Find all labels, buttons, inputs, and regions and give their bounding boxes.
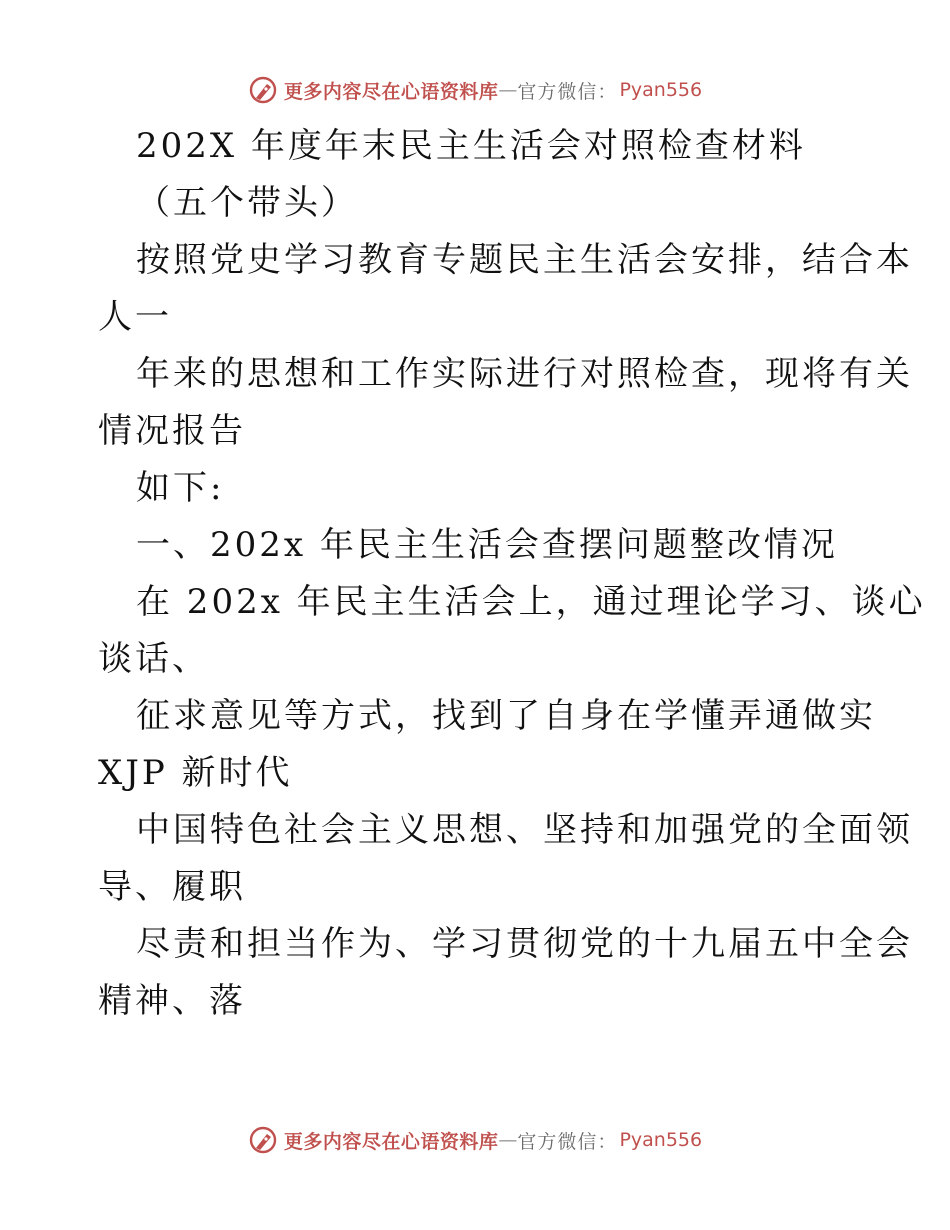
section-heading: 一、202x 年民主生活会查摆问题整改情况 xyxy=(136,525,838,565)
doc-line: 精神、落 xyxy=(98,981,246,1021)
watermark-wechat-label: 官方微信： xyxy=(517,1130,618,1153)
pen-nib-circle-icon xyxy=(248,1125,278,1155)
watermark-separator: — xyxy=(498,1129,518,1151)
doc-line: 在 202x 年民主生活会上，通过理论学习、谈心 xyxy=(136,582,926,622)
watermark-site: 更多内容尽在心语资料库 xyxy=(283,80,499,103)
doc-line: 谈话、 xyxy=(98,639,209,679)
doc-line: 中国特色社会主义思想、坚持和加强党的全面领 xyxy=(136,810,913,850)
doc-line: 年来的思想和工作实际进行对照检查，现将有关 xyxy=(136,354,913,394)
footer-watermark xyxy=(0,1120,950,1160)
doc-line: 征求意见等方式，找到了自身在学懂弄通做实 xyxy=(136,696,876,736)
document-body xyxy=(98,118,926,1030)
watermark-wechat-id: Pyan556 xyxy=(619,1129,703,1151)
doc-line: 导、履职 xyxy=(98,867,246,907)
doc-line: 尽责和担当作为、学习贯彻党的十九届五中全会 xyxy=(136,924,913,964)
watermark-site: 更多内容尽在心语资料库 xyxy=(283,1130,499,1153)
doc-line: XJP 新时代 xyxy=(98,753,293,793)
watermark-wechat-id: Pyan556 xyxy=(619,79,703,101)
doc-line: 按照党史学习教育专题民主生活会安排，结合本 xyxy=(136,240,913,280)
doc-line: 情况报告 xyxy=(98,411,246,451)
watermark-separator: — xyxy=(498,79,518,101)
doc-line: 如下: xyxy=(136,468,225,508)
doc-subtitle: （五个带头） xyxy=(136,183,358,223)
watermark-wechat-label: 官方微信： xyxy=(517,80,618,103)
pen-nib-circle-icon xyxy=(248,75,278,105)
doc-title: 202X 年度年末民主生活会对照检查材料 xyxy=(136,126,806,166)
header-watermark xyxy=(0,70,950,110)
doc-line: 人一 xyxy=(98,297,172,337)
